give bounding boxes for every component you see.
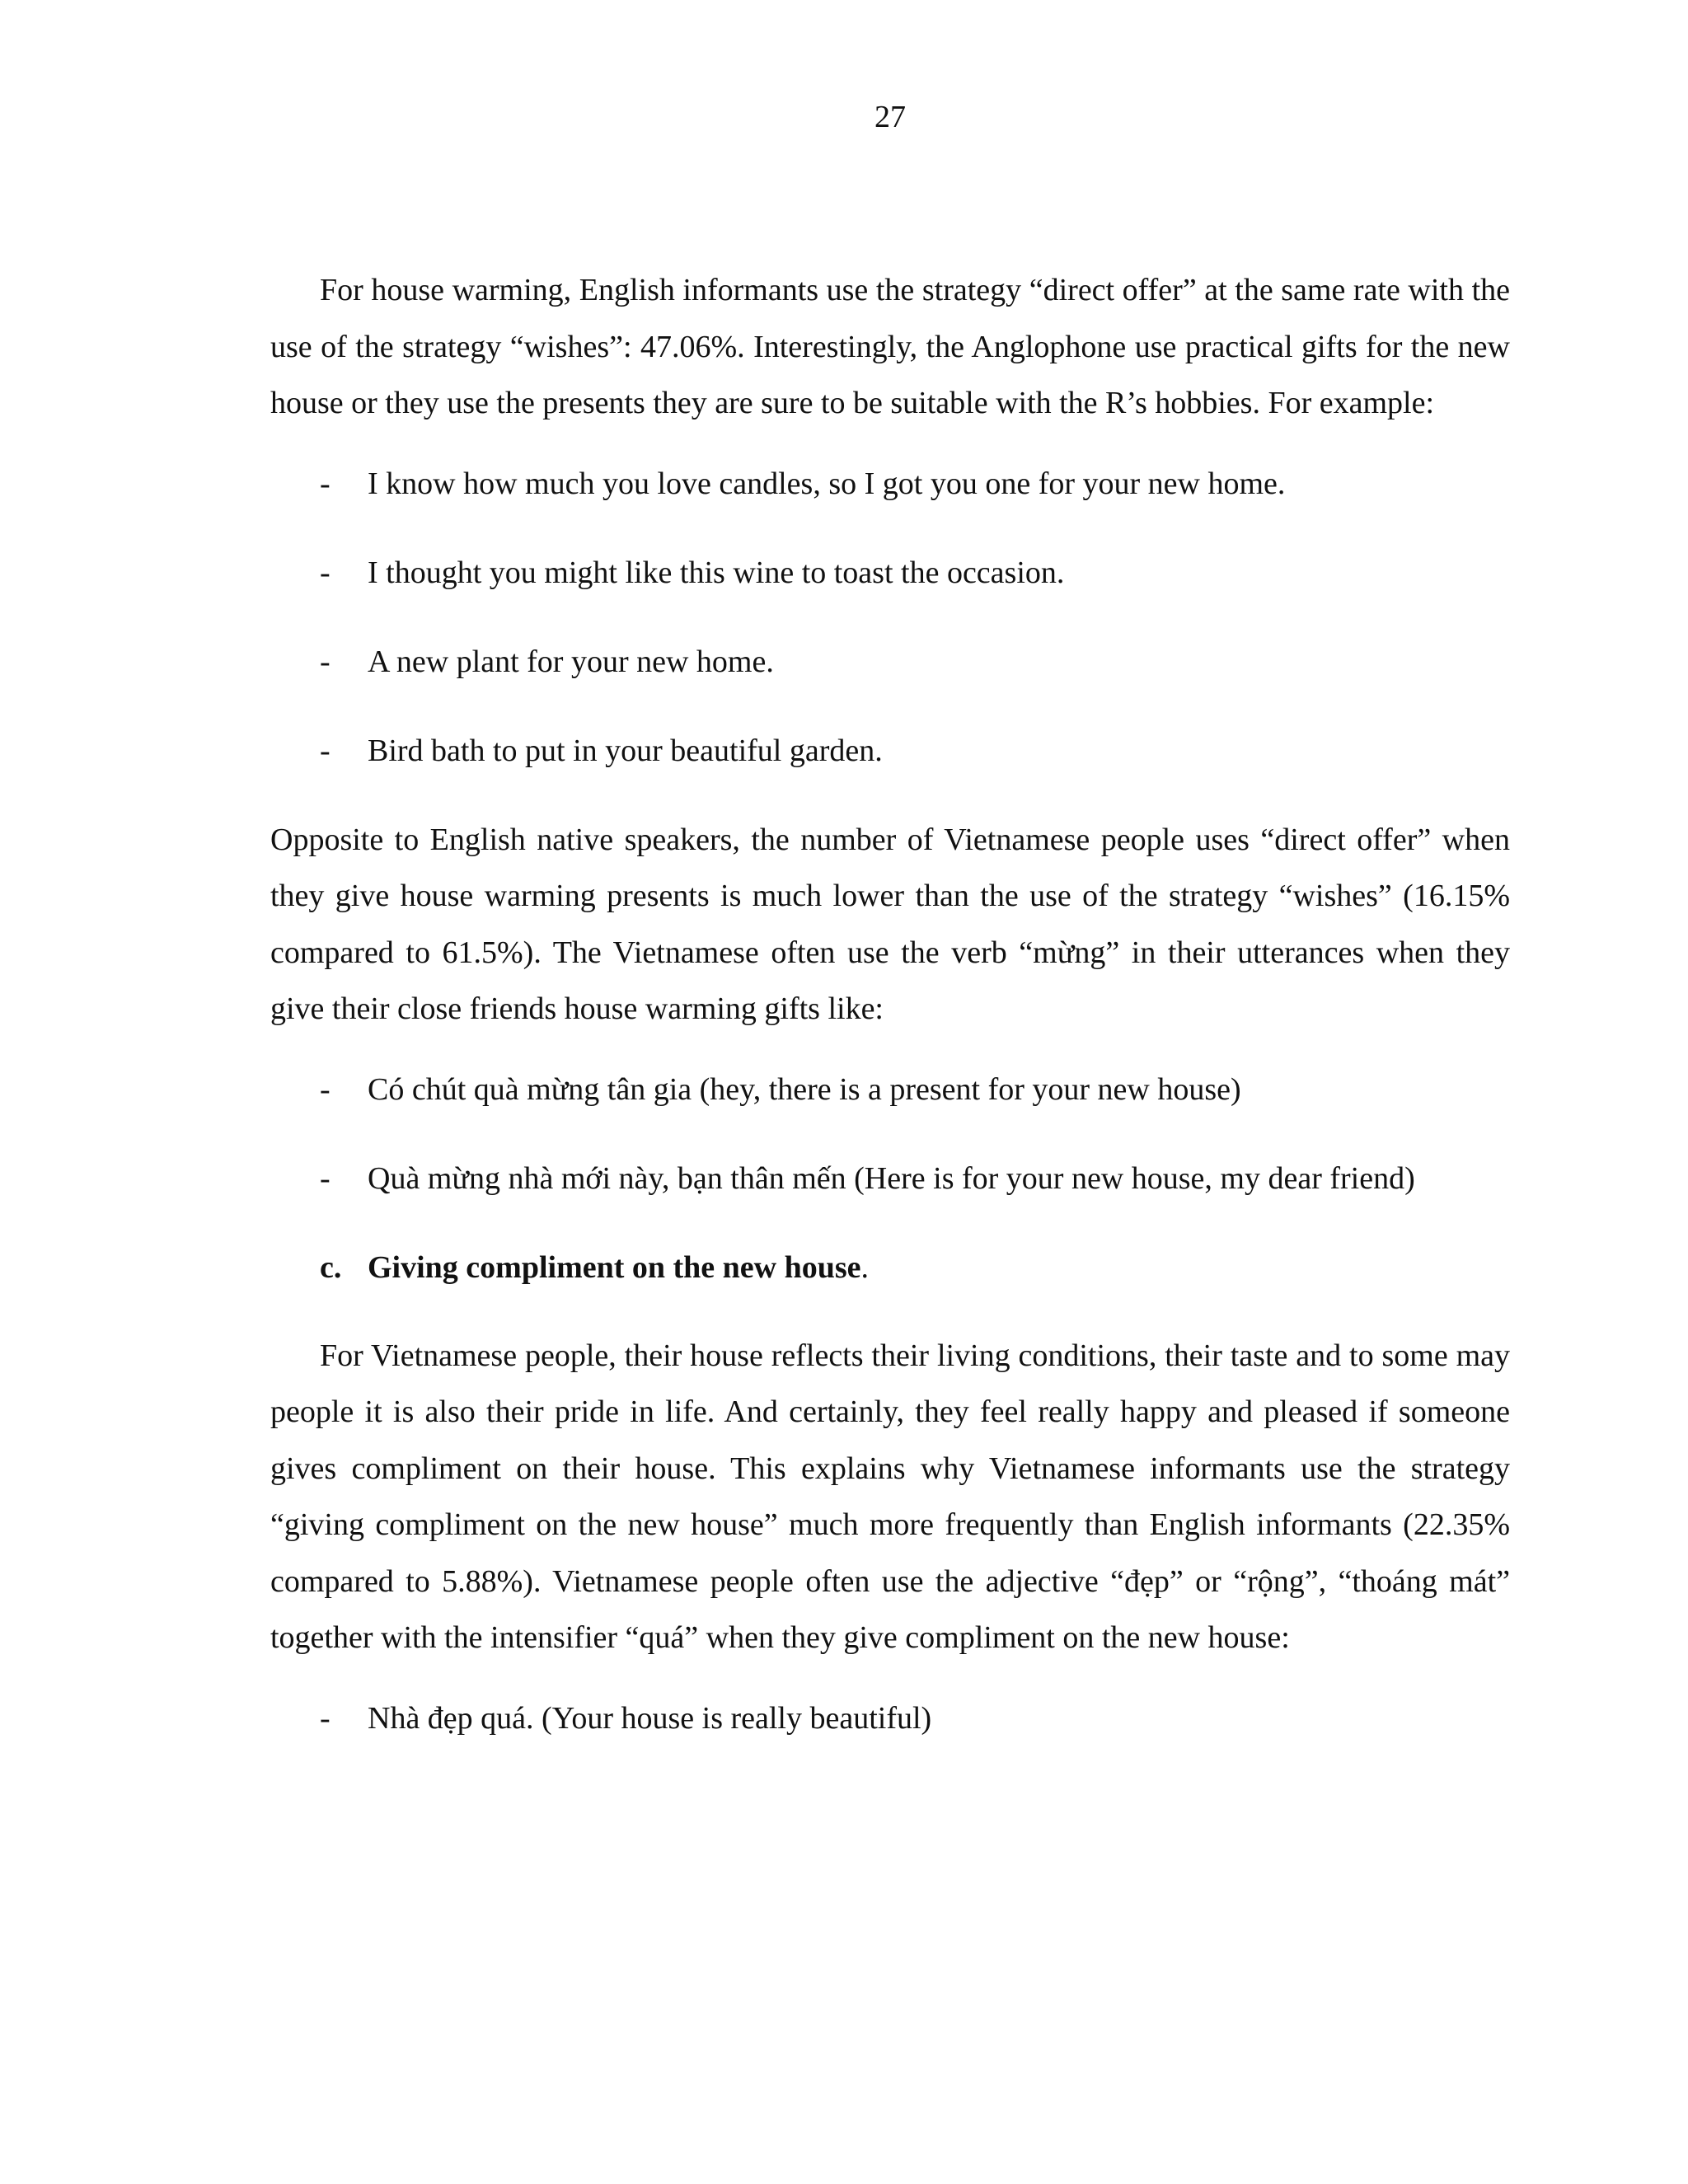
list-item xyxy=(270,1699,1510,1738)
page-number: 27 xyxy=(874,100,906,134)
dash-marker: - xyxy=(320,733,331,768)
heading-marker: c. xyxy=(320,1249,342,1285)
section-heading xyxy=(270,1248,1510,1287)
list-item xyxy=(270,464,1510,504)
vietnamese-examples-list xyxy=(270,1070,1510,1198)
list-item xyxy=(270,1159,1510,1198)
list-item xyxy=(270,642,1510,682)
paragraph-house-warming-vietnamese: Opposite to English native speakers, the number of Vietnamese people uses “direct offer” when they give house warming presents is much lower than the use of the strategy “wishes” (16.15% compared to 61.5%). The Vietnamese often use the verb “mừng” in their utterances when they give their close friends house warming gifts like: xyxy=(270,822,1510,1026)
list-item xyxy=(270,731,1510,771)
list-item-text: I thought you might like this wine to toast the occasion. xyxy=(368,555,1065,590)
dash-marker: - xyxy=(320,1071,331,1107)
heading-period: . xyxy=(860,1249,870,1285)
english-examples-list xyxy=(270,464,1510,771)
list-item-text: Nhà đẹp quá. (Your house is really beautiful) xyxy=(368,1700,932,1736)
paragraph-compliment: For Vietnamese people, their house reflects their living conditions, their taste and to some may people it is also their pride in life. And certainly, they feel really happy and pleased if someone gives compliment on their house. This explains why Vietnamese informants use the strategy “giving compliment on the new house” much more frequently than English informants (22.35% compared to 5.88%). Vietnamese people often use the adjective “đẹp” or “rộng”, “thoáng mát” together with the intensifier “quá” when they give compliment on the new house: xyxy=(270,1338,1510,1655)
dash-marker: - xyxy=(320,1700,331,1736)
page-content xyxy=(270,262,1510,1738)
dash-marker: - xyxy=(320,555,331,590)
list-item xyxy=(270,553,1510,593)
list-item-text: A new plant for your new home. xyxy=(368,644,774,679)
dash-marker: - xyxy=(320,466,331,501)
list-item xyxy=(270,1070,1510,1109)
compliment-examples-list xyxy=(270,1699,1510,1738)
paragraph-house-warming-english: For house warming, English informants use the strategy “direct offer” at the same rate with the use of the strategy “wishes”: 47.06%. Interestingly, the Anglophone use practical gifts for the new house or they use the presents they are sure to be suitable with the R’s hobbies. For example: xyxy=(270,273,1510,420)
list-item-text: Quà mừng nhà mới này, bạn thân mến (Here is for your new house, my dear friend) xyxy=(368,1160,1415,1196)
heading-text: Giving compliment on the new house xyxy=(368,1249,861,1285)
list-item-text: Có chút quà mừng tân gia (hey, there is a present for your new house) xyxy=(368,1071,1241,1107)
dash-marker: - xyxy=(320,644,331,679)
list-item-text: Bird bath to put in your beautiful garden. xyxy=(368,733,883,768)
list-item-text: I know how much you love candles, so I got you one for your new home. xyxy=(368,466,1286,501)
dash-marker: - xyxy=(320,1160,331,1196)
